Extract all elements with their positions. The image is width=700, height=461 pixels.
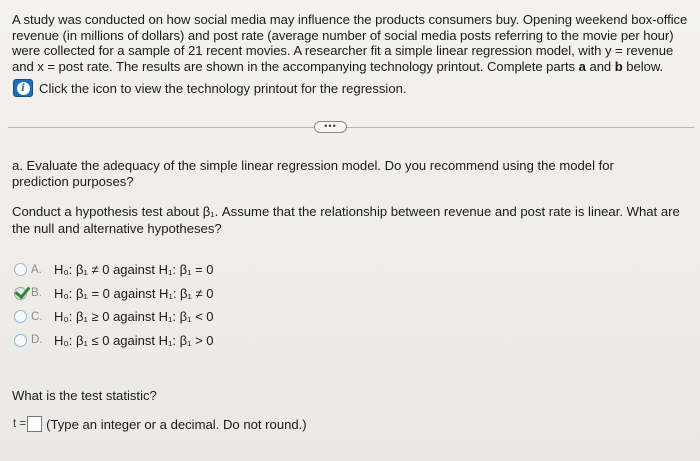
option-letter: B. — [31, 287, 42, 300]
intro-text: A study was conducted on how social media may influence the products consumers buy. Opening weekend box-office revenue (in millions of dollars) and post rate (average number of social media posts referring to the movie per hour) were collected for a sample of 21 recent movies. A researcher fit a simple linear regression model, with y = revenue and x = post rate. The results are shown in the accompanying technology printout. Complete parts — [12, 12, 688, 74]
option-text: H₀: β₁ = 0 against H₁: β₁ ≠ 0 — [54, 285, 214, 301]
info-icon[interactable]: i — [13, 79, 33, 97]
hypothesis-options — [14, 258, 214, 352]
part-a-question: a. Evaluate the adequacy of the simple linear regression model. Do you recommend using the model for prediction purposes? — [12, 158, 614, 189]
problem-intro — [12, 12, 690, 74]
test-statistic-prompt: What is the test statistic? — [12, 388, 157, 403]
option-text: H₀: β₁ ≠ 0 against H₁: β₁ = 0 — [54, 262, 214, 278]
hypothesis-prompt: Conduct a hypothesis test about β₁. Assume that the relationship between revenue and post rate is linear. What are the null and alternative hypotheses? — [12, 204, 680, 236]
part-a-ref: a — [578, 58, 586, 74]
option-a[interactable] — [14, 258, 214, 282]
printout-help-text: Click the icon to view the technology printout for the regression. — [39, 80, 407, 96]
radio-option-c[interactable] — [14, 310, 27, 323]
option-letter: A. — [31, 263, 42, 276]
printout-help-row — [13, 79, 407, 97]
option-letter: D. — [31, 334, 43, 347]
radio-option-d[interactable] — [14, 334, 27, 347]
part-b-ref: b — [614, 58, 623, 74]
option-d[interactable] — [14, 329, 214, 353]
option-text: H₀: β₁ ≤ 0 against H₁: β₁ > 0 — [54, 332, 214, 348]
radio-option-a[interactable] — [14, 263, 27, 276]
checkmark-icon — [15, 282, 31, 299]
t-label: t = — [13, 418, 27, 430]
option-letter: C. — [31, 310, 43, 323]
answer-row — [13, 416, 307, 432]
intro-and: and — [585, 58, 615, 74]
option-text: H₀: β₁ ≥ 0 against H₁: β₁ < 0 — [54, 309, 214, 325]
option-c[interactable] — [14, 305, 214, 329]
radio-option-b[interactable] — [14, 287, 27, 300]
option-b[interactable] — [14, 282, 214, 306]
answer-hint: (Type an integer or a decimal. Do not round.) — [46, 416, 307, 432]
section-divider — [8, 127, 694, 128]
expand-button[interactable]: ••• — [314, 121, 347, 133]
intro-suffix: below. — [622, 58, 664, 74]
test-statistic-input[interactable] — [27, 416, 42, 432]
